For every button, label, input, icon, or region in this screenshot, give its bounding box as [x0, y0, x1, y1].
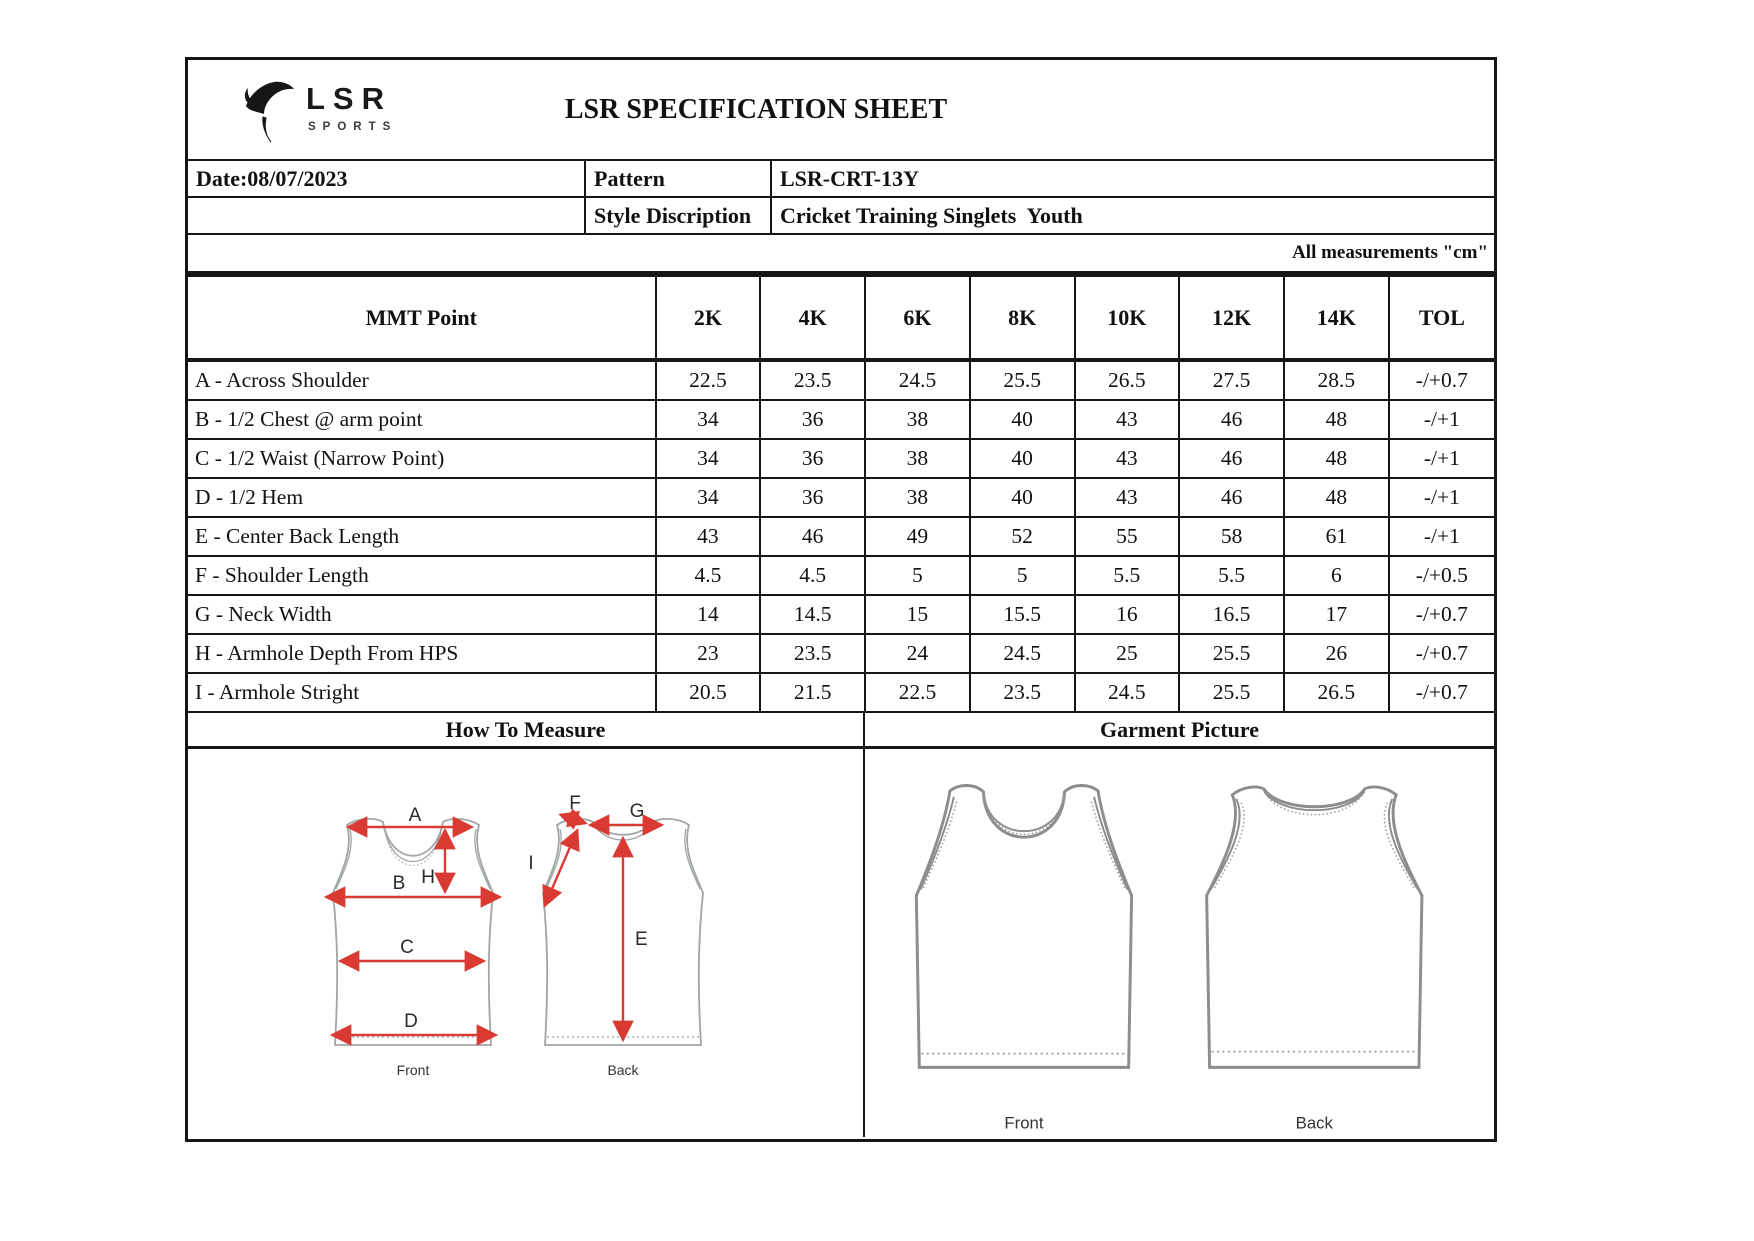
htm-front-label: Front: [396, 1062, 430, 1078]
measure-label-c: C: [400, 937, 414, 958]
col-header-mmt-point: MMT Point: [188, 276, 656, 360]
size-value: 26.5: [1075, 360, 1180, 400]
drawing-panels: [188, 749, 1494, 1137]
size-value: 34: [656, 400, 761, 439]
tol-value: -/+0.7: [1389, 360, 1494, 400]
htm-back-label: Back: [607, 1062, 639, 1078]
size-value: 46: [1179, 400, 1284, 439]
gp-front-label: Front: [1004, 1113, 1044, 1133]
logo-bird-icon: [240, 72, 298, 144]
page-title: LSR SPECIFICATION SHEET: [564, 93, 948, 125]
size-value: 17: [1284, 595, 1389, 634]
garment-picture-diagram: [865, 749, 1494, 1137]
mmt-point-label: H - Armhole Depth From HPS: [188, 634, 656, 673]
mmt-point-label: G - Neck Width: [188, 595, 656, 634]
size-value: 25.5: [1179, 634, 1284, 673]
size-value: 16.5: [1179, 595, 1284, 634]
size-value: 22.5: [865, 673, 970, 712]
info-grid: [188, 161, 1494, 235]
size-value: 25.5: [1179, 673, 1284, 712]
col-header-10k: 10K: [1075, 276, 1180, 360]
logo-brand-name: LSR: [306, 80, 392, 116]
tol-value: -/+1: [1389, 478, 1494, 517]
col-header-2k: 2K: [656, 276, 761, 360]
style-label-cell: Style Discription: [584, 198, 770, 235]
size-value: 48: [1284, 439, 1389, 478]
measure-label-a: A: [408, 805, 422, 826]
gp-back-garment: [1207, 787, 1422, 1133]
front-neck-stitch: [385, 831, 441, 866]
garment-picture-panel: [863, 749, 1494, 1137]
size-value: 5: [970, 556, 1075, 595]
mmt-table-body: [188, 360, 1494, 712]
table-row: [188, 673, 1494, 712]
col-header-8k: 8K: [970, 276, 1075, 360]
size-value: 49: [865, 517, 970, 556]
size-value: 23: [656, 634, 761, 673]
size-value: 58: [1179, 517, 1284, 556]
measure-label-i: I: [528, 853, 534, 874]
size-value: 36: [760, 400, 865, 439]
size-value: 24: [865, 634, 970, 673]
size-value: 43: [656, 517, 761, 556]
measure-label-e: E: [635, 929, 648, 950]
size-value: 16: [1075, 595, 1180, 634]
tol-value: -/+1: [1389, 400, 1494, 439]
size-value: 36: [760, 439, 865, 478]
tol-value: -/+0.7: [1389, 634, 1494, 673]
size-value: 24.5: [970, 634, 1075, 673]
size-value: 24.5: [1075, 673, 1180, 712]
how-to-measure-diagram: [188, 749, 863, 1137]
sheet-header: [188, 60, 1494, 161]
logo-text: [306, 80, 398, 134]
size-value: 38: [865, 478, 970, 517]
htm-back-garment: [528, 793, 703, 1078]
size-value: 23.5: [760, 360, 865, 400]
size-value: 15.5: [970, 595, 1075, 634]
size-value: 40: [970, 439, 1075, 478]
size-value: 24.5: [865, 360, 970, 400]
size-value: 55: [1075, 517, 1180, 556]
size-value: 23.5: [970, 673, 1075, 712]
size-value: 6: [1284, 556, 1389, 595]
table-row: [188, 634, 1494, 673]
pattern-value-cell: LSR-CRT-13Y: [770, 161, 1494, 198]
tol-value: -/+0.7: [1389, 595, 1494, 634]
tol-value: -/+0.5: [1389, 556, 1494, 595]
gp-front-neck-stitch: [984, 793, 1063, 834]
tol-value: -/+1: [1389, 439, 1494, 478]
table-row: [188, 595, 1494, 634]
measure-label-b: B: [392, 873, 406, 894]
size-value: 25: [1075, 634, 1180, 673]
mmt-point-label: D - 1/2 Hem: [188, 478, 656, 517]
size-value: 26: [1284, 634, 1389, 673]
col-header-4k: 4K: [760, 276, 865, 360]
date-cell: Date:08/07/2023: [188, 161, 584, 198]
size-value: 46: [1179, 478, 1284, 517]
how-to-measure-title: How To Measure: [188, 713, 863, 749]
size-value: 43: [1075, 400, 1180, 439]
measurement-table: [188, 275, 1494, 713]
size-value: 52: [970, 517, 1075, 556]
table-header-row: [188, 276, 1494, 360]
table-row: [188, 439, 1494, 478]
mmt-point-label: F - Shoulder Length: [188, 556, 656, 595]
table-row: [188, 360, 1494, 400]
size-value: 46: [1179, 439, 1284, 478]
pattern-label-cell: Pattern: [584, 161, 770, 198]
gp-front-outline: [916, 785, 1131, 1067]
htm-front-garment: [327, 805, 499, 1078]
size-value: 23.5: [760, 634, 865, 673]
size-value: 5.5: [1179, 556, 1284, 595]
size-value: 5.5: [1075, 556, 1180, 595]
size-value: 28.5: [1284, 360, 1389, 400]
size-value: 34: [656, 439, 761, 478]
size-value: 5: [865, 556, 970, 595]
size-value: 22.5: [656, 360, 761, 400]
mmt-point-label: A - Across Shoulder: [188, 360, 656, 400]
size-value: 4.5: [656, 556, 761, 595]
how-to-measure-panel: [188, 749, 863, 1137]
spec-sheet: [185, 57, 1497, 1142]
size-value: 21.5: [760, 673, 865, 712]
gp-back-label: Back: [1295, 1113, 1333, 1133]
size-value: 14.5: [760, 595, 865, 634]
mmt-point-label: E - Center Back Length: [188, 517, 656, 556]
col-header-6k: 6K: [865, 276, 970, 360]
tol-value: -/+0.7: [1389, 673, 1494, 712]
size-value: 43: [1075, 439, 1180, 478]
size-value: 40: [970, 478, 1075, 517]
size-value: 14: [656, 595, 761, 634]
table-row: [188, 556, 1494, 595]
size-value: 43: [1075, 478, 1180, 517]
units-note: All measurements "cm": [188, 235, 1494, 275]
table-row: [188, 517, 1494, 556]
style-value-cell: Cricket Training Singlets Youth: [770, 198, 1494, 235]
size-value: 48: [1284, 478, 1389, 517]
col-header-14k: 14K: [1284, 276, 1389, 360]
size-value: 15: [865, 595, 970, 634]
mmt-point-label: C - 1/2 Waist (Narrow Point): [188, 439, 656, 478]
size-value: 27.5: [1179, 360, 1284, 400]
logo-sub-name: SPORTS: [308, 120, 398, 133]
col-header-tol: TOL: [1389, 276, 1494, 360]
size-value: 48: [1284, 400, 1389, 439]
measure-label-h: H: [421, 867, 435, 888]
size-value: 61: [1284, 517, 1389, 556]
measure-label-g: G: [629, 801, 645, 822]
col-header-12k: 12K: [1179, 276, 1284, 360]
measure-label-d: D: [404, 1011, 418, 1032]
tol-value: -/+1: [1389, 517, 1494, 556]
measure-label-f: F: [569, 793, 581, 814]
size-value: 38: [865, 400, 970, 439]
size-value: 25.5: [970, 360, 1075, 400]
table-row: [188, 400, 1494, 439]
mmt-point-label: I - Armhole Stright: [188, 673, 656, 712]
garment-picture-title: Garment Picture: [863, 713, 1494, 749]
empty-cell: [188, 198, 584, 235]
size-value: 36: [760, 478, 865, 517]
size-value: 4.5: [760, 556, 865, 595]
size-value: 20.5: [656, 673, 761, 712]
brand-logo: [240, 72, 397, 144]
size-value: 34: [656, 478, 761, 517]
table-row: [188, 478, 1494, 517]
gp-front-garment: [916, 785, 1131, 1132]
size-value: 38: [865, 439, 970, 478]
size-value: 46: [760, 517, 865, 556]
size-value: 40: [970, 400, 1075, 439]
size-value: 26.5: [1284, 673, 1389, 712]
mmt-point-label: B - 1/2 Chest @ arm point: [188, 400, 656, 439]
section-title-row: [188, 713, 1494, 749]
back-neck-trim: [594, 825, 652, 840]
